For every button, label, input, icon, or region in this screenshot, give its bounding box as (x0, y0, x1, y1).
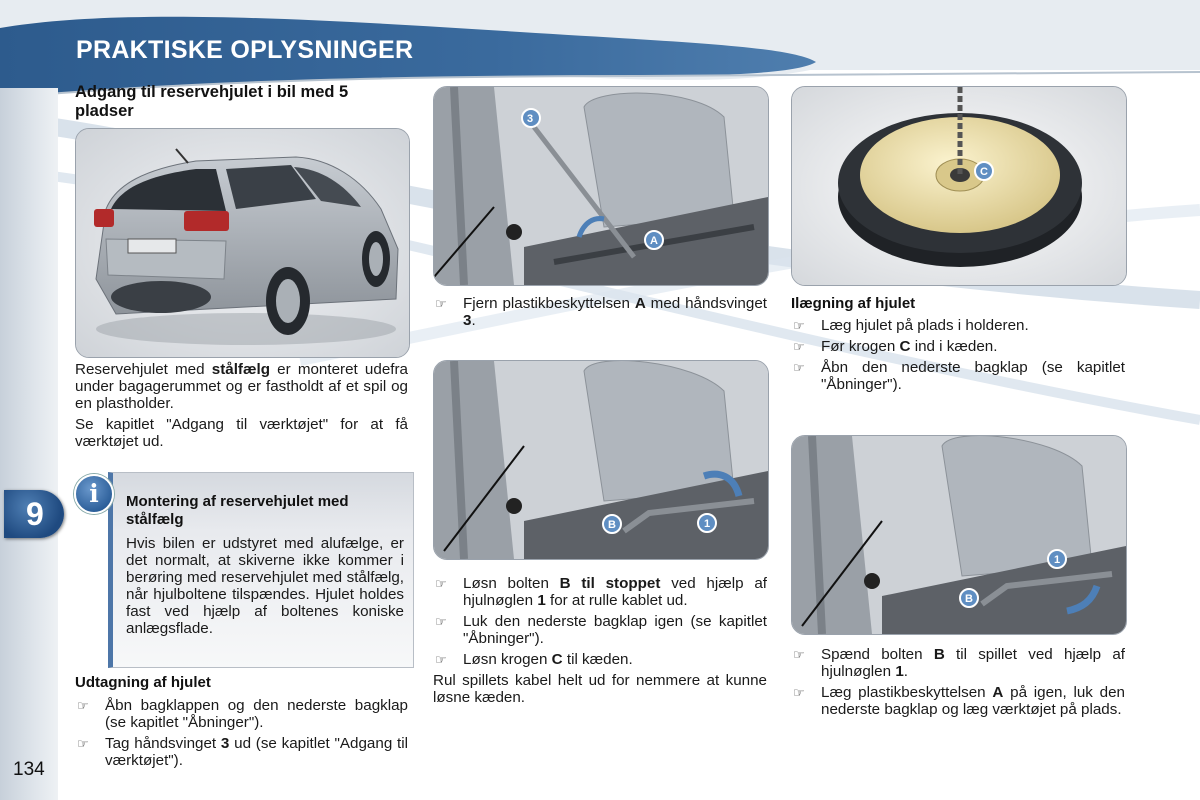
right-step3-text: Åbn den nederste bagklap (se kapitlet "Åbninger"). (821, 359, 1125, 393)
callout-1-2: 1 (1054, 554, 1061, 566)
right-step5-bold: A (992, 684, 1004, 701)
right-steps-block-1 (791, 295, 1125, 397)
right-step5-text-2: på igen, luk den nederste bagklap og læg værktøjet på plads. (821, 684, 1125, 718)
list-item (791, 359, 1125, 393)
right-heading: Ilægning af hjulet (791, 295, 916, 312)
trunk-photo-wrench (433, 360, 769, 560)
mid-step4-bold: C (551, 651, 563, 668)
mid-step2-text-2: ved hjælp af hjulnøglen (463, 575, 767, 609)
removal-block (75, 674, 408, 773)
list-item (433, 651, 767, 668)
callout-b-2: B (965, 593, 973, 605)
callout-3: 3 (527, 113, 534, 125)
mid-step2-text-3: for at rulle kablet ud. (545, 592, 688, 609)
intro-text-block (75, 361, 408, 450)
pointing-hand-icon: ☞ (793, 360, 805, 375)
mid-step4-text: Løsn krogen (463, 651, 552, 668)
mid-step4-text-2: til kæden. (562, 651, 633, 668)
list-item (791, 684, 1125, 718)
car-illustration (76, 129, 409, 357)
list-item (75, 697, 408, 731)
right-step1-text: Læg hjulet på plads i holderen. (821, 317, 1029, 334)
callout-a: A (650, 235, 658, 247)
trunk-illustration-3 (792, 436, 1126, 634)
list-item (75, 735, 408, 769)
spare-wheel-illustration (792, 87, 1126, 285)
callout-c: C (980, 166, 988, 178)
mid-step3-text: Luk den nederste bagklap igen (se kapitlet "Åbninger"). (463, 613, 767, 647)
callout-b: B (608, 519, 616, 531)
middle-steps-block (433, 575, 767, 706)
info-box-text: Hvis bilen er udstyret med alufælge, er det normalt, at skiverne ikke kommer i berøring med reservehjulet med stålfælg, når hjulboltene tilspændes. Hjulet holdes fast ved hjælp af boltenes koniske anlægsflade. (126, 535, 404, 637)
spare-wheel-photo (791, 86, 1127, 286)
removal-step-2-bold: 3 (220, 735, 230, 752)
pointing-hand-icon: ☞ (793, 685, 805, 700)
pointing-hand-icon: ☞ (793, 647, 805, 662)
removal-heading: Udtagning af hjulet (75, 674, 211, 691)
pointing-hand-icon: ☞ (435, 652, 447, 667)
right-step4-bold-1: 1 (895, 663, 904, 680)
mid-step1-period: . (471, 312, 476, 329)
callout-1: 1 (704, 518, 711, 530)
intro-text-1: Reservehjulet med (75, 361, 212, 378)
trunk-photo-crank (433, 86, 769, 286)
list-item (433, 613, 767, 647)
page-number: 134 (13, 759, 45, 780)
right-step5-text: Læg plastikbeskyttelsen (821, 684, 993, 701)
removal-step-2-text-end: ud (se kapitlet "Adgang til værktøjet"). (105, 735, 408, 769)
trunk-illustration-2 (434, 361, 768, 559)
right-step2-text: Før krogen (821, 338, 900, 355)
section-heading: Adgang til reservehjulet i bil med 5 pladser (75, 83, 349, 120)
right-step4-bold-b: B (933, 646, 945, 663)
mid-step1-text: Fjern plastikbeskyttelsen (463, 295, 635, 312)
mid-step2-bold-1: 1 (537, 592, 546, 609)
car-rear-photo (75, 128, 410, 358)
pointing-hand-icon: ☞ (77, 698, 89, 713)
list-item (433, 575, 767, 609)
intro-text-2: er monteret udefra under bagagerummet og er fastholdt af et spil og en plastholder. (75, 361, 408, 412)
right-steps-block-2 (791, 646, 1125, 722)
list-item (791, 338, 1125, 355)
trunk-photo-tighten (791, 435, 1127, 635)
mid-step2-text: Løsn bolten (463, 575, 560, 592)
info-box-title: Montering af reservehjulet med stålfælg (126, 493, 349, 528)
list-item (791, 317, 1125, 334)
pointing-hand-icon: ☞ (793, 318, 805, 333)
right-step2-bold: C (899, 338, 911, 355)
pointing-hand-icon: ☞ (435, 614, 447, 629)
right-step4-text: Spænd bolten (821, 646, 934, 663)
left-heading-block (75, 83, 395, 121)
mid-step1-bold-a: A (634, 295, 646, 312)
info-box (108, 472, 414, 668)
mid-step2-bold: B til stoppet (559, 575, 661, 592)
pointing-hand-icon: ☞ (77, 736, 89, 751)
removal-step-2-text: Tag håndsvinget (105, 735, 221, 752)
pointing-hand-icon: ☞ (435, 296, 447, 311)
right-step2-text-2: ind i kæden. (910, 338, 998, 355)
pointing-hand-icon: ☞ (793, 339, 805, 354)
trunk-illustration-1 (434, 87, 768, 285)
middle-step-1 (433, 295, 767, 333)
intro-bold: stålfælg (211, 361, 270, 378)
chapter-number: 9 (26, 496, 44, 532)
page-title: PRAKTISKE OPLYSNINGER (76, 36, 414, 64)
list-item (433, 295, 767, 329)
right-step4-period: . (903, 663, 908, 680)
pointing-hand-icon: ☞ (435, 576, 447, 591)
mid-closing-text: Rul spillets kabel helt ud for nemmere at kunne løsne kæden. (433, 672, 767, 706)
info-icon: i (74, 474, 114, 514)
list-item (791, 646, 1125, 680)
intro-paragraph (75, 361, 408, 412)
mid-step1-text-2: med håndsvinget (645, 295, 767, 312)
removal-step-1: Åbn bagklappen og den nederste bagklap (se kapitlet "Åbninger"). (105, 697, 408, 731)
mid-step1-bold-3: 3 (463, 312, 472, 329)
left-margin-strip (0, 88, 58, 800)
chapter-tab[interactable] (4, 490, 64, 538)
tools-note: Se kapitlet "Adgang til værktøjet" for at få værktøjet ud. (75, 416, 408, 450)
right-step4-text-2: til spillet ved hjælp af hjulnøglen (821, 646, 1125, 680)
